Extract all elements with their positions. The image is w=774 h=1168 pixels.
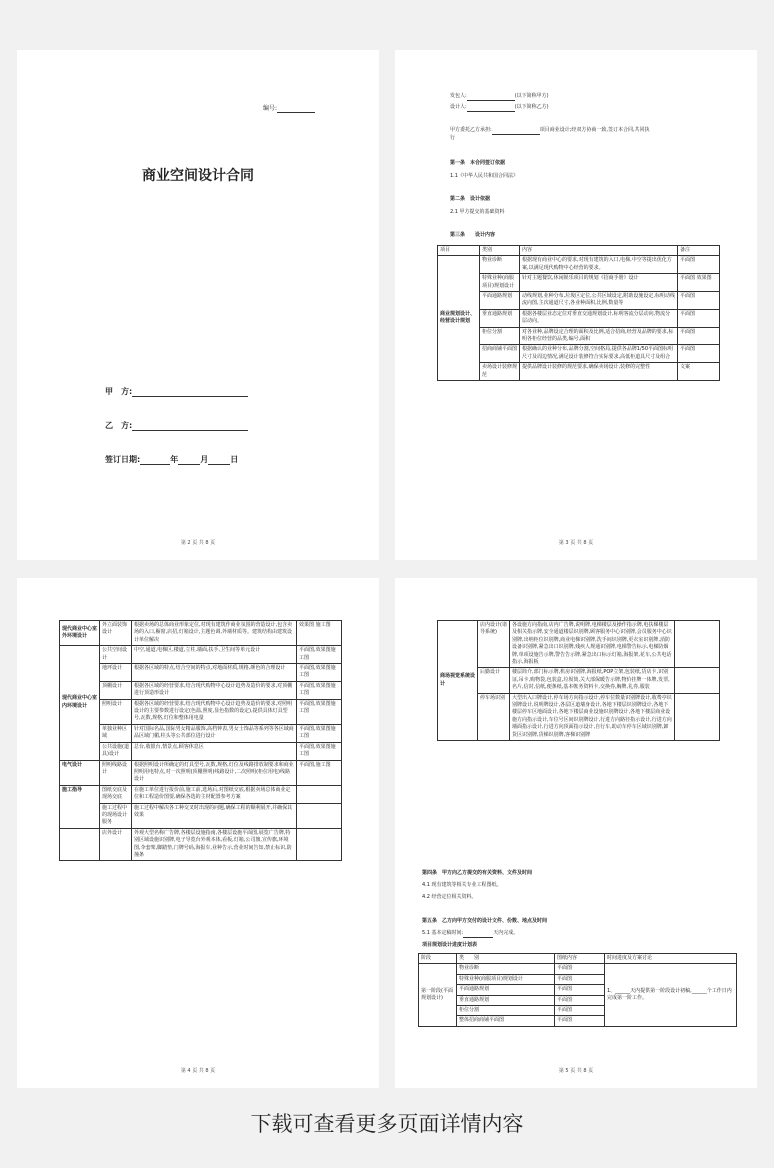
- year-label: 年: [170, 455, 179, 464]
- table-row: [438, 256, 720, 274]
- row-category: 后勤设计: [478, 668, 510, 693]
- row-content: 施工过程中解决各工种交叉时出现的问题,确保工程的顺利展开,并确保其效果: [132, 803, 297, 828]
- intro-c: 行: [450, 134, 456, 141]
- table-row: [60, 664, 342, 682]
- article-1-item: 1.1《中华人民共和国合同法》: [450, 173, 518, 179]
- row-content: 总台,收银台,情景点,顾客休息区: [132, 742, 297, 760]
- table-row: [419, 964, 737, 974]
- row-category: 整体招商商铺平面图: [457, 1016, 555, 1026]
- table-row: [438, 621, 720, 668]
- row-note: 平面图: [678, 292, 720, 310]
- row-content: 在施工单位进行报价前,施工前,选场后,对图纸交底,根据卖场总体商业定位和工程造价图要,确保各选的主材配置参考方案: [132, 785, 297, 803]
- row-content: 平面图: [555, 964, 605, 974]
- party-a-blank[interactable]: [132, 396, 248, 397]
- row-category: 柜位分割: [480, 327, 520, 345]
- header-category: 类别: [480, 246, 520, 256]
- schedule-table: [418, 953, 737, 1027]
- number-blank: [277, 112, 315, 113]
- table-row: [60, 785, 342, 803]
- article-4-item-2: 4.2 经营定位相关资料。: [422, 894, 477, 900]
- row-category: 卖场设计装修规范: [480, 363, 520, 381]
- group-label: [60, 828, 100, 861]
- row-content: 楼层简介,部门标示牌,机房识别牌,海报纸,POP立架,包装纸,货店卡,识别证,吊卡,购物袋,包装盒,垃圾筒,关大部保暖告示牌,物价挂牌一体牌,发票,名片,信封,信纸,便条纸,基本帐务资料卡,交换券,胸牌,礼券,服装: [510, 668, 675, 693]
- environment-design-table: [59, 620, 342, 861]
- row-category: 停车场识别: [478, 693, 510, 740]
- header-drawings: 图纸内容: [555, 954, 605, 964]
- contract-page-4: [17, 578, 379, 1088]
- row-content: 大型出入口牌设计,停车场方向指示设计,停车位数量识别牌设计,收费亭识别牌设计,说明牌设计,各层区道墙身设计,各地下楼层识别牌设计,各地下楼层停车区地面设计,各地下楼层商业设施识别牌设计,各地下楼层商业设施方向指示设计,车位号区间识别牌设计,行进方向路径指示设计,行进方向墙面指示设计,行进方向顶面指示设计,自行车,助动车停车区域识别牌,卸货区识别牌,货梯识别牌,客梯识别牌: [510, 693, 675, 740]
- row-content: 平面图: [555, 1006, 605, 1016]
- group-label: 电气设计: [60, 760, 100, 785]
- row-category: 单独业种区域: [100, 724, 132, 742]
- table-row: [60, 724, 342, 742]
- table-row: [438, 309, 720, 327]
- contract-title: 商业空间设计合同: [142, 168, 254, 184]
- row-content: 根据确认的业种分布,品牌分割,空间格局,提供各品牌1/50平面图标明尺寸及周边情况,满足设计装修符合实际要求,高低柜道具尺寸及组合: [520, 345, 678, 363]
- party-a-label: 甲 方:: [105, 387, 133, 396]
- client-row: [450, 93, 549, 101]
- article-5-item-1: [422, 930, 518, 938]
- row-category: 店外设计: [100, 828, 132, 861]
- row-note: [297, 828, 342, 861]
- day-label: 日: [230, 455, 239, 464]
- row-note: 平面图,效果图施工图: [297, 664, 342, 682]
- row-note: 平面图,效果图施工图: [297, 681, 342, 699]
- row-category: 照明线路设计: [100, 760, 132, 785]
- group-label: 商业规划设计、经营设计规划: [438, 256, 480, 381]
- month-label: 月: [200, 455, 209, 464]
- intro-paragraph: [450, 127, 720, 142]
- designer-note: (以下简称乙方): [514, 104, 549, 110]
- party-b-row: [105, 420, 248, 431]
- row-category: 垂直通路规划: [480, 309, 520, 327]
- download-caption[interactable]: 下载可查看更多页面详情内容: [250, 1112, 524, 1136]
- row-category: 特殊业种(商服项目)规划设计: [480, 274, 520, 292]
- row-content: 提供品牌设计装修的规范要求,确保卖场设计,装修的完整性: [520, 363, 678, 381]
- client-blank[interactable]: [467, 100, 515, 101]
- row-note: 平面图: [678, 309, 720, 327]
- page-footer: 第 4 页 共 8 页: [180, 1068, 216, 1074]
- row-category: 店内设计(诸导系统): [478, 621, 510, 668]
- sign-date-row: [105, 454, 238, 465]
- designer-blank[interactable]: [467, 111, 515, 112]
- row-note: 平面图,施工图: [297, 760, 342, 785]
- row-content: 根据各楼层业态定位对垂直交通规划设计,标明客流分层动向,物流分层动向。: [520, 309, 678, 327]
- row-note: 效果图 施工图: [297, 621, 342, 646]
- row-category: 柜位分割: [457, 1006, 555, 1016]
- header-content: 内容: [520, 246, 678, 256]
- table-row: [438, 345, 720, 363]
- client-label: 发包人:: [450, 93, 467, 99]
- design-content-table: [437, 245, 720, 381]
- group-label: 现代商业中心室内环境设计: [60, 646, 100, 760]
- row-category: 照明设计: [100, 699, 132, 724]
- schedule-note: 1、______天内提供第一阶段设计初稿,______个工作日内完成第一阶工作。: [605, 964, 737, 1026]
- table-row: [60, 803, 342, 828]
- party-b-label: 乙 方:: [105, 421, 133, 430]
- table-row: [60, 742, 342, 760]
- group-label: 施工指导: [60, 785, 100, 828]
- visual-system-table: [437, 620, 720, 741]
- row-content: 平面图: [555, 1016, 605, 1026]
- row-note: [675, 668, 720, 693]
- row-note: [297, 785, 342, 803]
- table-row: [438, 327, 720, 345]
- row-note: 平面图: [678, 345, 720, 363]
- row-category: 顶棚设计: [100, 681, 132, 699]
- contract-cover-page: [17, 50, 379, 560]
- row-content: 平面图: [555, 985, 605, 995]
- article-3-title: 第三条 设计内容: [450, 232, 496, 238]
- page-footer: 第 3 页 共 8 页: [558, 540, 594, 546]
- row-note: [297, 803, 342, 828]
- article-2-item: 2.1 甲方提交的基础资料: [450, 209, 505, 215]
- row-content: 针对主题餐饮,休闲娱乐项目的规划《招商手册》设计: [520, 274, 678, 292]
- article-1-title: 第一条 本合同签订依据: [450, 160, 506, 166]
- row-content: 根据现有商业中心的要求,对现有建筑的入口,电梯,中空等提出优化方案,以满足现代购物中心经营的要求。: [520, 256, 678, 274]
- row-category: 招商商铺平面图: [480, 345, 520, 363]
- article-4-item-1: 4.1 现有建筑等相关专业工程图纸。: [422, 882, 502, 888]
- row-content: 各设施方向指南,店内广告牌,说明牌,电梯楼层及操作指示牌,电扶梯楼层及相关指示牌,安全通道楼层识别牌,顾客服务中心识别牌,会员服务中心识别牌,出纳柜位识别牌,商业电梯识别牌,洗手间识别牌,更衣室识别牌,消防设备识别牌,紧急出口识别牌,残疾人规通识别牌,电梯警告标示,电梯防烟牌,单项设施告示牌,警告告示牌,紧急出口标示灯箱,海报架,花车,公共电话指示,海报板: [510, 621, 675, 668]
- row-category: 物业诊断: [480, 256, 520, 274]
- row-note: 平面图,效果图施工图: [297, 742, 342, 760]
- month-blank[interactable]: [178, 464, 200, 465]
- row-note: 平面图: [678, 327, 720, 345]
- header-stage: 阶段: [419, 954, 457, 964]
- article-2-title: 第二条 设计依据: [450, 196, 491, 202]
- row-content: 中空,通道,电梯区,楼道,立柱,墙面,扶手,卫生间等单元设计: [132, 646, 297, 664]
- row-note: 平面图: [678, 256, 720, 274]
- table-row: [438, 363, 720, 381]
- row-category: 地坪设计: [100, 664, 132, 682]
- article-5-title: 第五条 乙方向甲方交付的设计文件、份数、地点及时间: [422, 918, 548, 924]
- row-content: 平面图: [555, 974, 605, 984]
- page-footer: 第 2 页 共 8 页: [180, 540, 216, 546]
- row-content: 动线规划,业种分布,垃圾区定位,公共区域设定,附助设施设定,标明动线流向图,主次通道尺寸,各业种面积,比例,数量等: [520, 292, 678, 310]
- table-row: [60, 699, 342, 724]
- row-content: 根据照明设计所确定的灯具型号,瓦数,规格,灯位及线路排放制要求和商业照明用电特点,对一次照明(顶棚照明)线路设计,二次照明(柜位用电)线路设计: [132, 760, 297, 785]
- table-row: [438, 274, 720, 292]
- row-note: 平面图 效果图: [678, 274, 720, 292]
- row-content: 针对国际名品,国际男女精品服饰,高档钟表,男女士饰品等系列等各区域商品区域门楣,柱头等公共部位进行设计: [132, 724, 297, 742]
- intro-a: 甲方委托乙方承担:: [450, 127, 492, 133]
- table-row: [438, 693, 720, 740]
- header-category: 类 别: [457, 954, 555, 964]
- row-content: 对各业种,品牌设定合理的面积及比例,适合招商,经营及品牌的要求,标明各柜位经营的品类,编号,面积: [520, 327, 678, 345]
- page-footer: 第 5 页 共 8 页: [558, 1068, 594, 1074]
- table-row: [438, 668, 720, 693]
- project-blank[interactable]: [492, 134, 540, 135]
- header-note: 备注: [678, 246, 720, 256]
- article-4-title: 第四条 甲方向乙方提交的有关资料、文件及时间: [422, 870, 533, 876]
- designer-row: [450, 104, 549, 112]
- row-category: 公共空间设计: [100, 646, 132, 664]
- row-category: 公共设施(道具)设计: [100, 742, 132, 760]
- schedule-title: 项目规划设计进度计划表: [422, 942, 478, 948]
- table-header-row: [438, 246, 720, 256]
- row-content: 根据各区域的经营要求,结合现代购物中心设计趋势及造价的要求,对顶棚进行顶造形设计: [132, 681, 297, 699]
- sign-date-label: 签订日期:: [105, 455, 141, 464]
- header-project: 项目: [438, 246, 480, 256]
- contract-page-3: [395, 50, 757, 560]
- designer-label: 设计人:: [450, 104, 467, 110]
- intro-b: 项目商业设计;经双方协商一致,签订本合同,共同执: [539, 127, 650, 133]
- stage-label: 第一阶段(平面规划设计): [419, 964, 457, 1026]
- row-content: 外观大型名称广告牌,各楼层设施指南,各楼层设施平面图,展览广告牌,特别区域设施识别牌,电子导览台外观本体,看板,灯箱,公司旗,宣传旗,环境图,伞套架,脚踏垫,门牌号码,海报车,业种告示,营业时间告知,禁止标识,防撞条: [132, 828, 297, 861]
- row-content: 根据各区域的特点,结合空间的特点,对地面材质,规格,颜色的合理设计: [132, 664, 297, 682]
- row-category: 图纸交底及现场交底: [100, 785, 132, 803]
- group-label: 现代商业中心室外环境设计: [60, 621, 100, 646]
- table-row: [60, 621, 342, 646]
- contract-page-5: [395, 578, 757, 1088]
- row-content: 根据卖场的总体商业形象定位,对现有建筑作商业氛围的营造设计,包含卖场的入口,橱窗,店招,灯箱设计,主题色调,外墙材质等。建筑结构由建筑设计单位解决: [132, 621, 297, 646]
- row-note: 平面图,效果图施工图: [297, 646, 342, 664]
- deadline-blank[interactable]: [463, 937, 493, 938]
- party-a-row: [105, 386, 248, 397]
- year-blank[interactable]: [140, 464, 170, 465]
- client-note: (以下简称甲方): [514, 93, 549, 99]
- row-category: 物业诊断: [457, 964, 555, 974]
- row-category: 平面通路规划: [457, 985, 555, 995]
- deadline-label: 5.1 基本定稿时间:: [422, 930, 464, 936]
- header-schedule: 时间进度及方案讨论: [605, 954, 737, 964]
- row-category: 施工过程中的现场设计服务: [100, 803, 132, 828]
- deadline-tail: 天内完成。: [493, 930, 519, 936]
- table-row: [60, 681, 342, 699]
- table-row: [60, 646, 342, 664]
- contract-number: [263, 104, 315, 113]
- group-label: 商场视觉系统设计: [438, 621, 478, 741]
- number-label: 编号:: [263, 105, 278, 112]
- row-content: 平面图: [555, 995, 605, 1005]
- row-category: 特殊业种(商服项目)规划设计: [457, 974, 555, 984]
- row-category: 平面通路规划: [480, 292, 520, 310]
- row-note: 文案: [678, 363, 720, 381]
- party-b-blank[interactable]: [132, 430, 248, 431]
- row-content: 根据各区域的经营要求,结合现代购物中心设计趋势及造价的要求,对照明设计的主要参数进行设定(色温,照度,显色指数的设定),提供具体灯具型号,瓦数,规格,灯位和整体用电量: [132, 699, 297, 724]
- table-row: [60, 828, 342, 861]
- row-note: [675, 693, 720, 740]
- table-row: [438, 292, 720, 310]
- day-blank[interactable]: [208, 464, 230, 465]
- table-row: [60, 760, 342, 785]
- schedule-header-row: [419, 954, 737, 964]
- row-note: 平面图,效果图施工图: [297, 699, 342, 724]
- row-category: 垂直通路规划: [457, 995, 555, 1005]
- row-note: 平面图,效果图施工图: [297, 724, 342, 742]
- row-note: [675, 621, 720, 668]
- row-category: 外立面装饰设计: [100, 621, 132, 646]
